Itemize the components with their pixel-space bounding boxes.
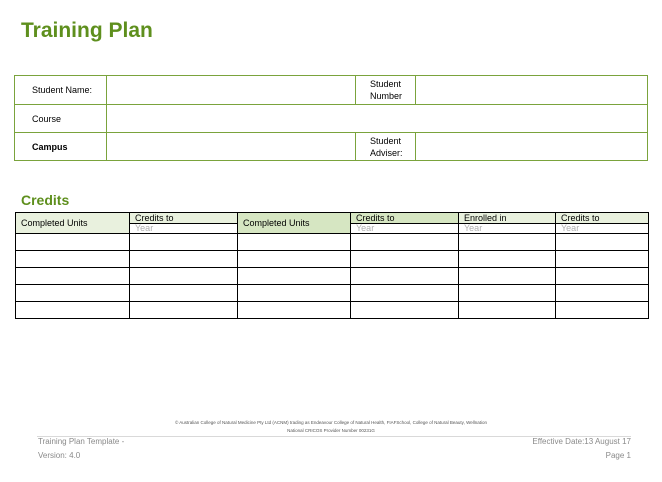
- table-cell[interactable]: [459, 268, 556, 285]
- credits-header-enrolled-in: Enrolled in: [459, 213, 556, 224]
- page-title: Training Plan: [21, 19, 153, 42]
- table-cell[interactable]: [238, 302, 351, 319]
- table-cell[interactable]: [351, 302, 459, 319]
- credits-table: [15, 212, 649, 319]
- table-cell[interactable]: [238, 285, 351, 302]
- campus-field[interactable]: [107, 133, 356, 161]
- table-cell[interactable]: [16, 302, 130, 319]
- table-cell[interactable]: [16, 285, 130, 302]
- student-adviser-field[interactable]: [416, 133, 648, 161]
- table-cell[interactable]: [238, 234, 351, 251]
- table-cell[interactable]: [130, 302, 238, 319]
- table-cell[interactable]: [459, 234, 556, 251]
- student-info-table: [14, 75, 648, 161]
- table-cell[interactable]: [351, 234, 459, 251]
- table-row: [16, 302, 649, 319]
- table-cell[interactable]: [556, 285, 649, 302]
- table-cell[interactable]: [238, 268, 351, 285]
- campus-label: Campus: [15, 133, 107, 161]
- table-cell[interactable]: [556, 268, 649, 285]
- footer-version: Version: 4.0: [38, 451, 81, 460]
- credits-header-completed-units-1: Completed Units: [16, 213, 130, 234]
- credits-header-completed-units-2: Completed Units: [238, 213, 351, 234]
- table-cell[interactable]: [351, 285, 459, 302]
- course-field[interactable]: [107, 105, 648, 133]
- student-adviser-label: Student Adviser:: [356, 133, 416, 161]
- table-cell[interactable]: [130, 285, 238, 302]
- table-row: [16, 234, 649, 251]
- credits-subheader-year-2: Year: [351, 224, 459, 234]
- credits-header-credits-to-3: Credits to: [556, 213, 649, 224]
- course-label: Course: [15, 105, 107, 133]
- student-number-label: Student Number: [356, 76, 416, 105]
- credits-header-credits-to-1: Credits to: [130, 213, 238, 224]
- credits-subheader-year-1: Year: [130, 224, 238, 234]
- table-cell[interactable]: [238, 251, 351, 268]
- table-cell[interactable]: [351, 268, 459, 285]
- table-cell[interactable]: [459, 302, 556, 319]
- table-cell[interactable]: [556, 302, 649, 319]
- table-cell[interactable]: [130, 234, 238, 251]
- student-name-label: Student Name:: [15, 76, 107, 105]
- table-cell[interactable]: [351, 251, 459, 268]
- table-cell[interactable]: [459, 251, 556, 268]
- table-cell[interactable]: [130, 268, 238, 285]
- footer-legal-line-1: © Australian College of Natural Medicine Pty Ltd (ACNM) trading as Endeavour College of Natural Health, FIAFSchool, College of Natural Beauty, Wellnation: [174, 420, 488, 425]
- credits-subheader-year-4: Year: [556, 224, 649, 234]
- table-row: [16, 268, 649, 285]
- footer-template-name: Training Plan Template -: [38, 437, 125, 446]
- credits-heading: Credits: [21, 192, 70, 208]
- student-name-field[interactable]: [107, 76, 356, 105]
- table-cell[interactable]: [16, 268, 130, 285]
- footer-effective-date: Effective Date:13 August 17: [532, 437, 631, 446]
- table-cell[interactable]: [556, 234, 649, 251]
- footer-page-number: Page 1: [605, 451, 631, 460]
- credits-header-credits-to-2: Credits to: [351, 213, 459, 224]
- table-row: [16, 285, 649, 302]
- table-cell[interactable]: [459, 285, 556, 302]
- table-cell[interactable]: [556, 251, 649, 268]
- table-cell[interactable]: [130, 251, 238, 268]
- table-cell[interactable]: [16, 251, 130, 268]
- table-cell[interactable]: [16, 234, 130, 251]
- footer-legal-notice: [120, 419, 542, 435]
- footer-legal-line-2: National CRICOS Provider Number 00231G: [287, 428, 375, 433]
- credits-subheader-year-3: Year: [459, 224, 556, 234]
- student-number-field[interactable]: [416, 76, 648, 105]
- table-row: [16, 251, 649, 268]
